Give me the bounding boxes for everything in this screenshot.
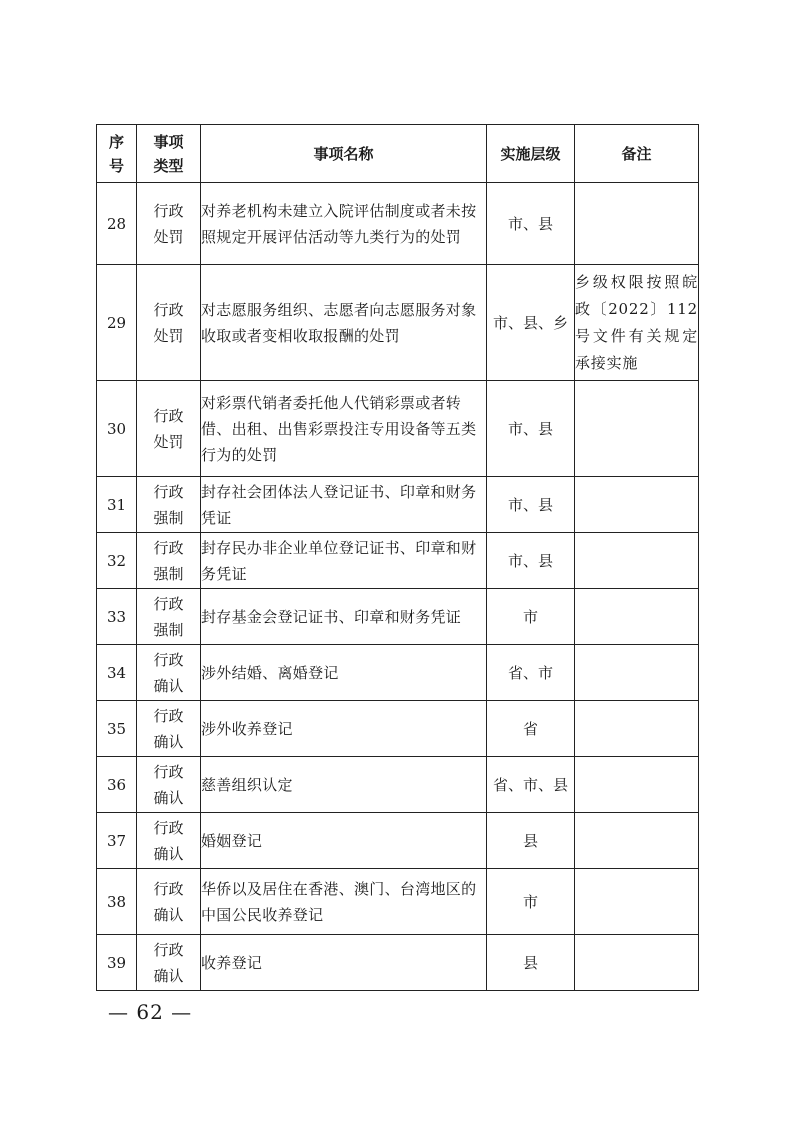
row-type: 行政强制 (137, 533, 201, 589)
row-note (575, 701, 699, 757)
row-no: 38 (97, 869, 137, 935)
row-no: 28 (97, 183, 137, 265)
row-type: 行政处罚 (137, 265, 201, 381)
row-name: 封存民办非企业单位登记证书、印章和财务凭证 (201, 533, 487, 589)
row-no: 39 (97, 935, 137, 991)
row-no: 29 (97, 265, 137, 381)
table-row (97, 701, 699, 757)
row-name: 对彩票代销者委托他人代销彩票或者转借、出租、出售彩票投注专用设备等五类行为的处罚 (201, 381, 487, 477)
row-note (575, 813, 699, 869)
table-row (97, 813, 699, 869)
row-name: 收养登记 (201, 935, 487, 991)
row-type: 行政处罚 (137, 381, 201, 477)
row-note (575, 381, 699, 477)
row-level: 市、县、乡 (487, 265, 575, 381)
row-name: 对志愿服务组织、志愿者向志愿服务对象收取或者变相收取报酬的处罚 (201, 265, 487, 381)
row-type: 行政处罚 (137, 183, 201, 265)
header-note: 备注 (575, 125, 699, 183)
row-type: 行政确认 (137, 935, 201, 991)
row-level: 市、县 (487, 381, 575, 477)
row-type: 行政确认 (137, 869, 201, 935)
row-no: 34 (97, 645, 137, 701)
table-row (97, 477, 699, 533)
row-note (575, 935, 699, 991)
row-level: 市、县 (487, 533, 575, 589)
row-note (575, 757, 699, 813)
header-type: 事项类型 (137, 125, 201, 183)
row-level: 省 (487, 701, 575, 757)
table-row (97, 645, 699, 701)
row-note: 乡级权限按照皖政〔2022〕112号文件有关规定承接实施 (575, 265, 699, 381)
header-level: 实施层级 (487, 125, 575, 183)
row-type: 行政强制 (137, 589, 201, 645)
row-note (575, 477, 699, 533)
table-row (97, 589, 699, 645)
table-header-row (97, 125, 699, 183)
row-type: 行政确认 (137, 813, 201, 869)
row-name: 华侨以及居住在香港、澳门、台湾地区的中国公民收养登记 (201, 869, 487, 935)
row-no: 32 (97, 533, 137, 589)
row-note (575, 183, 699, 265)
row-note (575, 869, 699, 935)
row-name: 封存社会团体法人登记证书、印章和财务凭证 (201, 477, 487, 533)
row-level: 市、县 (487, 183, 575, 265)
matters-table (96, 124, 699, 991)
row-level: 省、市、县 (487, 757, 575, 813)
row-type: 行政确认 (137, 645, 201, 701)
row-type: 行政确认 (137, 757, 201, 813)
table-row (97, 757, 699, 813)
table-row (97, 533, 699, 589)
table-row (97, 265, 699, 381)
header-name: 事项名称 (201, 125, 487, 183)
row-no: 33 (97, 589, 137, 645)
header-no: 序号 (97, 125, 137, 183)
table-row (97, 183, 699, 265)
row-no: 31 (97, 477, 137, 533)
row-note (575, 645, 699, 701)
row-name: 对养老机构未建立入院评估制度或者未按照规定开展评估活动等九类行为的处罚 (201, 183, 487, 265)
row-level: 县 (487, 813, 575, 869)
row-level: 省、市 (487, 645, 575, 701)
row-name: 慈善组织认定 (201, 757, 487, 813)
row-level: 市、县 (487, 477, 575, 533)
row-name: 封存基金会登记证书、印章和财务凭证 (201, 589, 487, 645)
row-no: 35 (97, 701, 137, 757)
table-row (97, 935, 699, 991)
row-type: 行政确认 (137, 701, 201, 757)
row-name: 涉外收养登记 (201, 701, 487, 757)
row-no: 37 (97, 813, 137, 869)
row-name: 涉外结婚、离婚登记 (201, 645, 487, 701)
row-type: 行政强制 (137, 477, 201, 533)
table-row (97, 381, 699, 477)
row-level: 县 (487, 935, 575, 991)
table-row (97, 869, 699, 935)
row-level: 市 (487, 589, 575, 645)
row-level: 市 (487, 869, 575, 935)
row-no: 36 (97, 757, 137, 813)
row-note (575, 533, 699, 589)
row-name: 婚姻登记 (201, 813, 487, 869)
page-number: — 62 — (108, 1000, 193, 1024)
row-no: 30 (97, 381, 137, 477)
row-note (575, 589, 699, 645)
